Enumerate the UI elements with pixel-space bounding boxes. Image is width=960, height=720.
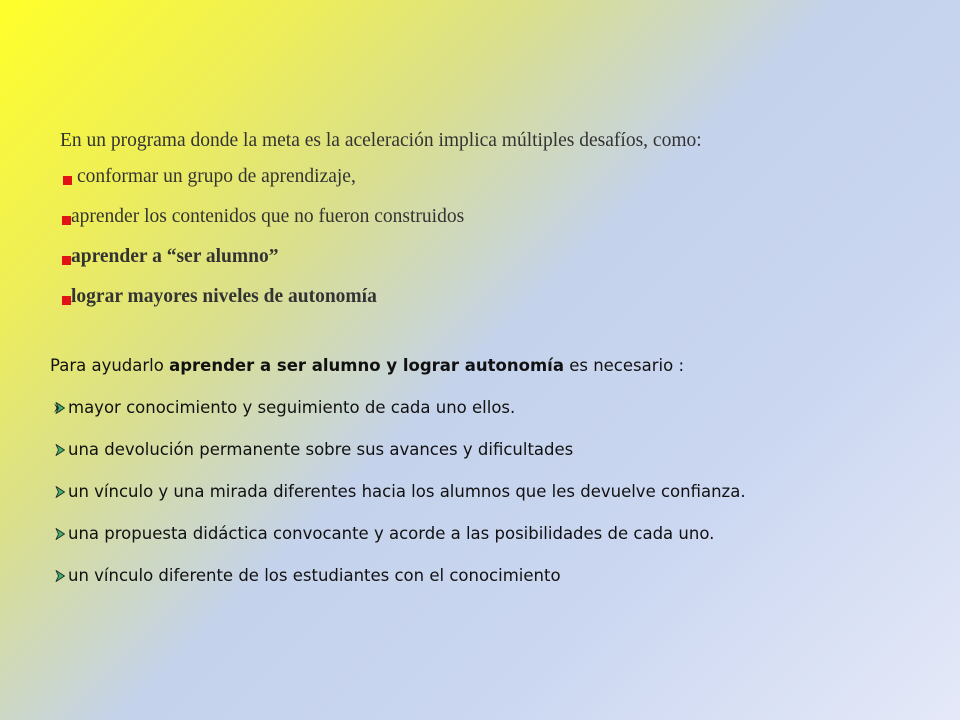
requirements-section [50, 352, 930, 604]
arrow-bullet-icon [52, 569, 66, 583]
challenges-intro: En un programa donde la meta es la aceleración implica múltiples desafíos, como: [60, 130, 702, 151]
square-bullet-icon [62, 216, 71, 225]
square-bullet-icon [62, 256, 71, 265]
challenge-item [60, 281, 920, 321]
square-bullet-icon [62, 296, 71, 305]
requirements-intro [50, 352, 930, 380]
requirements-intro-bold: aprender a ser alumno y lograr autonomía [169, 356, 564, 375]
requirement-item [50, 562, 930, 604]
requirements-intro-pre: Para ayudarlo [50, 356, 170, 375]
challenge-text: aprender los contenidos que no fueron construidos [71, 206, 465, 227]
challenge-item [60, 201, 920, 241]
challenge-text: conformar un grupo de aprendizaje, [77, 166, 356, 187]
arrow-bullet-icon [52, 527, 66, 541]
requirement-item [50, 394, 930, 436]
requirement-text: una devolución permanente sobre sus avances y dificultades [68, 440, 574, 459]
square-bullet-icon [63, 176, 72, 185]
requirement-text: un vínculo diferente de los estudiantes con el conocimiento [68, 566, 561, 585]
challenge-item [60, 241, 920, 281]
challenge-item [60, 161, 920, 201]
requirements-intro-post: es necesario : [563, 356, 684, 375]
challenges-section [60, 126, 920, 321]
requirement-text: un vínculo y una mirada diferentes hacia los alumnos que les devuelve confianza. [68, 482, 746, 501]
challenge-text: aprender a “ser alumno” [71, 246, 279, 267]
arrow-bullet-icon [52, 485, 66, 499]
requirement-item [50, 520, 930, 562]
requirement-item [50, 436, 930, 478]
challenge-text: lograr mayores niveles de autonomía [71, 286, 377, 307]
arrow-bullet-icon [52, 443, 66, 457]
arrow-bullet-icon [52, 401, 66, 415]
requirement-item [50, 478, 930, 520]
requirement-text: mayor conocimiento y seguimiento de cada uno ellos. [68, 398, 516, 417]
requirement-text: una propuesta didáctica convocante y acorde a las posibilidades de cada uno. [68, 524, 715, 543]
